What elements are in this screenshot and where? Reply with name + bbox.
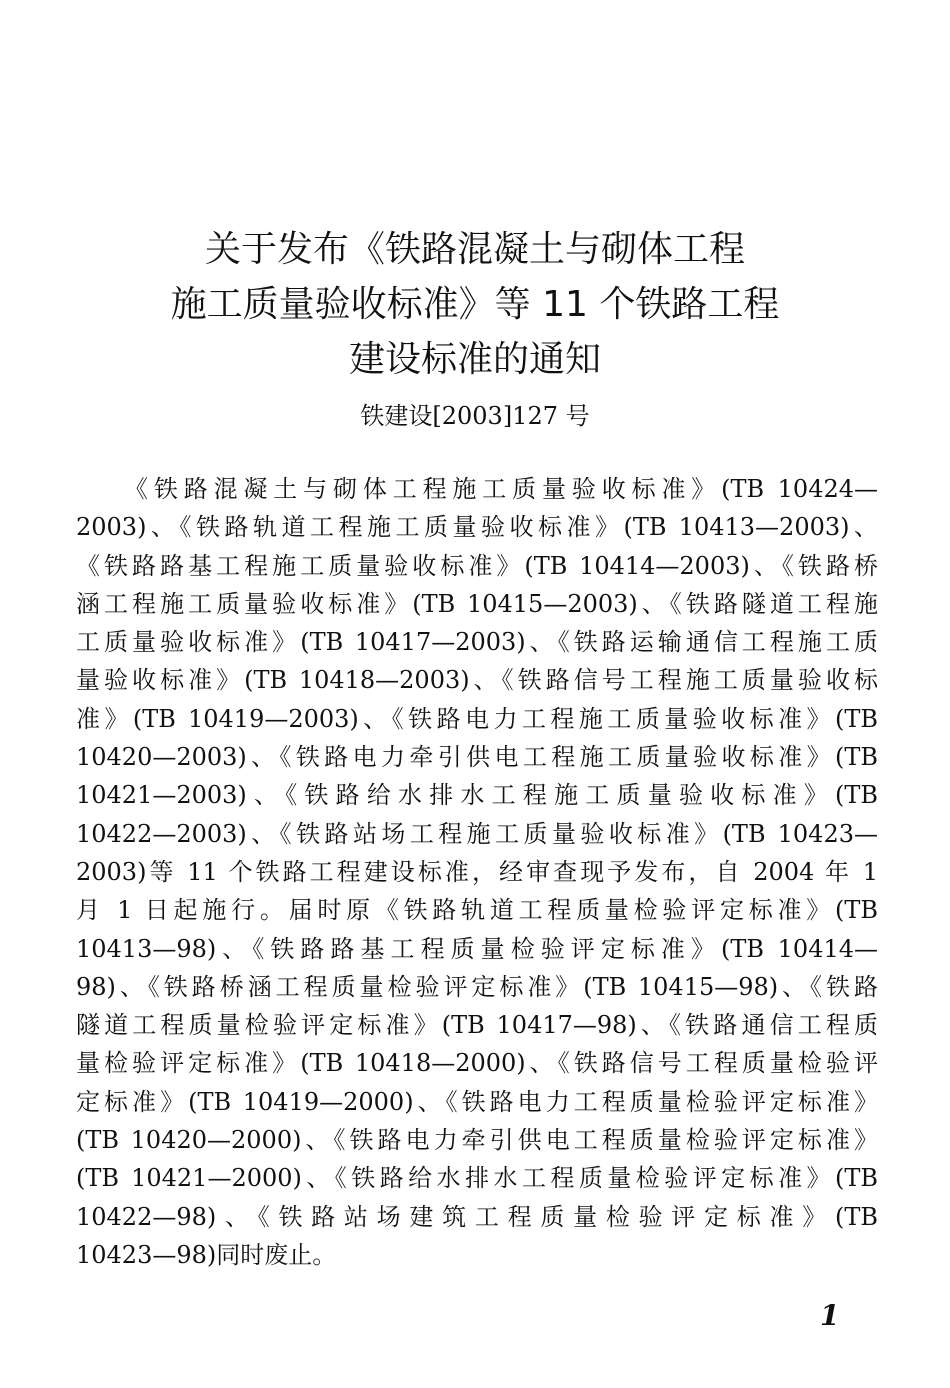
body-line: 2003)、《铁路轨道工程施工质量验收标准》(TB 10413—2003)、 xyxy=(76,513,878,542)
page-number: 1 xyxy=(820,1299,840,1332)
title-line-2: 施工质量验收标准》等 11 个铁路工程 xyxy=(170,284,780,325)
body-line: 10423—98)同时废止。 xyxy=(76,1240,337,1269)
body-line: 准》(TB 10419—2003)、《铁路电力工程施工质量验收标准》(TB xyxy=(76,704,878,733)
body-line: 10420—2003)、《铁路电力牵引供电工程施工质量验收标准》(TB xyxy=(76,743,878,772)
body-line: 量检验评定标准》(TB 10418—2000)、《铁路信号工程质量检验评 xyxy=(76,1049,878,1078)
body-line: 隧道工程质量检验评定标准》(TB 10417—98)、《铁路通信工程质 xyxy=(76,1011,878,1040)
body-line: 10421—2003)、《铁路给水排水工程施工质量验收标准》(TB xyxy=(76,781,878,810)
body-line: 《铁路混凝土与砌体工程施工质量验收标准》(TB 10424— xyxy=(124,475,878,503)
title-line-1: 关于发布《铁路混凝土与砌体工程 xyxy=(204,229,745,270)
body-line: 10413—98)、《铁路路基工程质量检验评定标准》(TB 10414— xyxy=(76,934,878,963)
body-line: (TB 10420—2000)、《铁路电力牵引供电工程质量检验评定标准》 xyxy=(76,1126,878,1155)
body-line: 工质量验收标准》(TB 10417—2003)、《铁路运输通信工程施工质 xyxy=(76,628,878,657)
body-line: 月 1 日起施行。届时原《铁路轨道工程质量检验评定标准》(TB xyxy=(76,896,878,925)
document-number: 铁建设[2003]127 号 xyxy=(360,402,590,430)
body-line: 98)、《铁路桥涵工程质量检验评定标准》(TB 10415—98)、《铁路 xyxy=(76,972,878,1001)
title-line-3: 建设标准的通知 xyxy=(348,339,601,380)
body-line: 10422—2003)、《铁路站场工程施工质量验收标准》(TB 10423— xyxy=(76,819,878,848)
notice-title xyxy=(0,222,950,387)
body-line: 2003)等 11 个铁路工程建设标准，经审查现予发布，自 2004 年 1 xyxy=(76,857,878,886)
body-line: 《铁路路基工程施工质量验收标准》(TB 10414—2003)、《铁路桥 xyxy=(76,551,878,580)
body-paragraph xyxy=(76,470,878,1274)
body-line: 涵工程施工质量验收标准》(TB 10415—2003)、《铁路隧道工程施 xyxy=(76,589,878,618)
body-line: 10422—98)、《铁路站场建筑工程质量检验评定标准》(TB xyxy=(76,1202,878,1231)
body-line: (TB 10421—2000)、《铁路给水排水工程质量检验评定标准》(TB xyxy=(76,1164,878,1193)
body-line: 量验收标准》(TB 10418—2003)、《铁路信号工程施工质量验收标 xyxy=(76,666,878,695)
body-line: 定标准》(TB 10419—2000)、《铁路电力工程质量检验评定标准》 xyxy=(76,1087,878,1116)
